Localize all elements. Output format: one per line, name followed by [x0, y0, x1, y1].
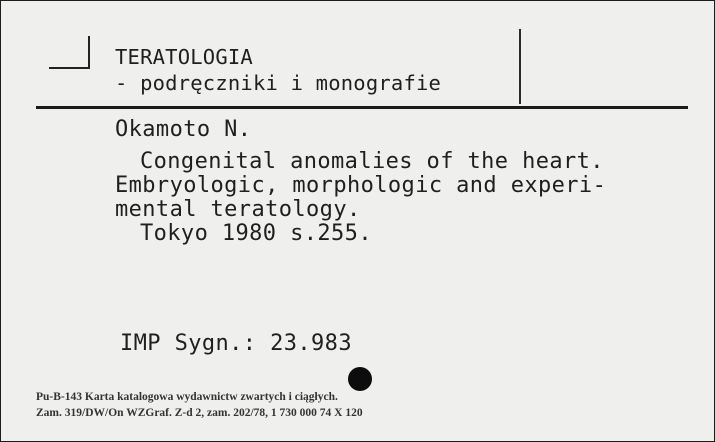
publication-info: Tokyo 1980 s.255.	[140, 221, 372, 246]
subject-heading: TERATOLOGIA	[115, 45, 253, 69]
heading-rule	[36, 106, 688, 109]
punch-hole	[348, 367, 372, 391]
footer-line-2: Zam. 319/DW/On WZGraf. Z-d 2, zam. 202/78, 1 730 000 74 X 120	[36, 407, 363, 419]
title-line-2: Embryologic, morphologic and experi-	[115, 173, 607, 198]
title-line-3: mental teratology.	[115, 197, 361, 222]
header-divider	[519, 29, 521, 104]
corner-mark-vertical	[88, 36, 90, 68]
call-number: IMP Sygn.: 23.983	[120, 331, 352, 356]
author: Okamoto N.	[115, 117, 252, 142]
corner-mark-horizontal	[49, 67, 90, 69]
title-line-1: Congenital anomalies of the heart.	[140, 149, 604, 174]
footer-line-1: Pu-B-143 Karta katalogowa wydawnictw zwartych i ciągłych.	[36, 391, 338, 403]
subject-subdivision: - podręczniki i monografie	[115, 71, 442, 95]
